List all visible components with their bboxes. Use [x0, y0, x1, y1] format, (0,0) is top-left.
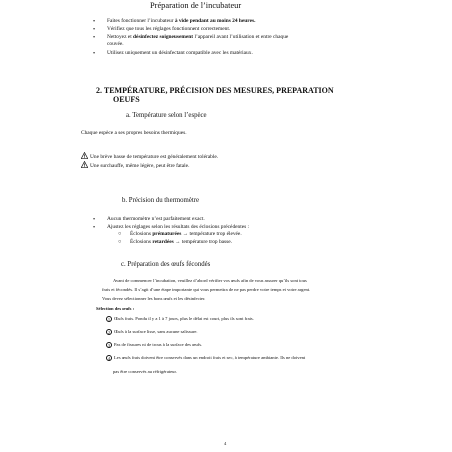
paragraph-line: frais et fécondés. Il s’agit d’une étape importante qui vous permettra de ne pas perdre votre temps et votre argent.: [102, 287, 311, 292]
bullet-dot: •: [93, 35, 96, 41]
heading-preparation-incubateur: Préparation de l’incubateur: [150, 1, 242, 10]
sub-bullet-item: Éclosions prématurées → température trop élevée.: [130, 231, 242, 237]
bullet-dot: •: [93, 217, 96, 223]
warning-icon: [81, 161, 88, 168]
sub-bullet-item: Éclosions retardées → température trop basse.: [130, 239, 232, 245]
bullet-item: Nettoyez et désinfectez soigneusement l’appareil avant l’utilisation et entre chaque: [107, 34, 289, 40]
bullet-item-continuation: couvée.: [107, 41, 124, 47]
subheading-a: a. Température selon l’espèce: [126, 112, 207, 119]
selection-item: 4 Les œufs frais doivent être conservés dans un endroit frais et sec, à température ambiante. Ils ne doivent: [107, 355, 306, 361]
selection-title: Sélection des œufs :: [96, 306, 135, 311]
number-badge: 2: [107, 330, 111, 335]
warning-line: Une surchauffe, même légère, peut être fatale.: [81, 161, 189, 170]
selection-item: 3 Pas de fissures ni de trous à la surface des œufs.: [107, 342, 203, 348]
selection-item: 1 Œufs frais. Pondu il y a 1 à 7 jours, plus le délai est court, plus ils sont frais.: [107, 316, 254, 322]
bullet-item: Utilisez uniquement un désinfectant compatible avec les matériaux.: [107, 50, 253, 56]
temperature-intro: Chaque espèce a ses propres besoins thermiques.: [81, 130, 187, 136]
sub-bullet-circle: ○: [118, 231, 122, 237]
subheading-c: c. Préparation des œufs fécondés: [121, 261, 211, 268]
paragraph-line: Avant de commencer l’incubation, veuillez d’abord vérifier vos œufs afin de vous assurer qu’ils sont tous: [113, 278, 307, 283]
bullet-dot: •: [93, 225, 96, 231]
number-badge: 1: [107, 317, 111, 322]
bullet-item: Faites fonctionner l’incubateur à vide pendant au moins 24 heures.: [107, 18, 256, 24]
bullet-dot: •: [93, 19, 96, 25]
section-2-heading: 2. TEMPÉRATURE, PRÉCISION DES MESURES, PREPARATION: [96, 86, 334, 95]
selection-item: 2 Œufs à la surface lisse, sans aucune salissure.: [107, 329, 198, 335]
number-badge: 4: [107, 356, 111, 361]
page-number: 4: [224, 441, 227, 446]
warning-line: Une brève basse de température est généralement tolérable.: [81, 152, 218, 161]
bullet-dot: •: [93, 27, 96, 33]
paragraph-line: Vous devez sélectionner les bons œufs et les désinfecter.: [102, 296, 206, 301]
selection-item-continuation: pas être conservés au réfrigérateur.: [113, 369, 177, 374]
number-badge: 3: [107, 343, 111, 348]
subheading-b: b. Précision du thermomètre: [122, 197, 200, 204]
section-2-heading-cont: OEUFS: [113, 95, 140, 104]
warning-icon: [81, 152, 88, 159]
bullet-item: Ajustez les réglages selon les résultats des éclosions précédentes :: [107, 224, 250, 230]
bullet-dot: •: [93, 51, 96, 57]
sub-bullet-circle: ○: [118, 239, 122, 245]
bullet-item: Vérifiez que tous les réglages fonctionnent correctement.: [107, 26, 231, 32]
bullet-item: Aucun thermomètre n’est parfaitement exact.: [107, 216, 205, 222]
